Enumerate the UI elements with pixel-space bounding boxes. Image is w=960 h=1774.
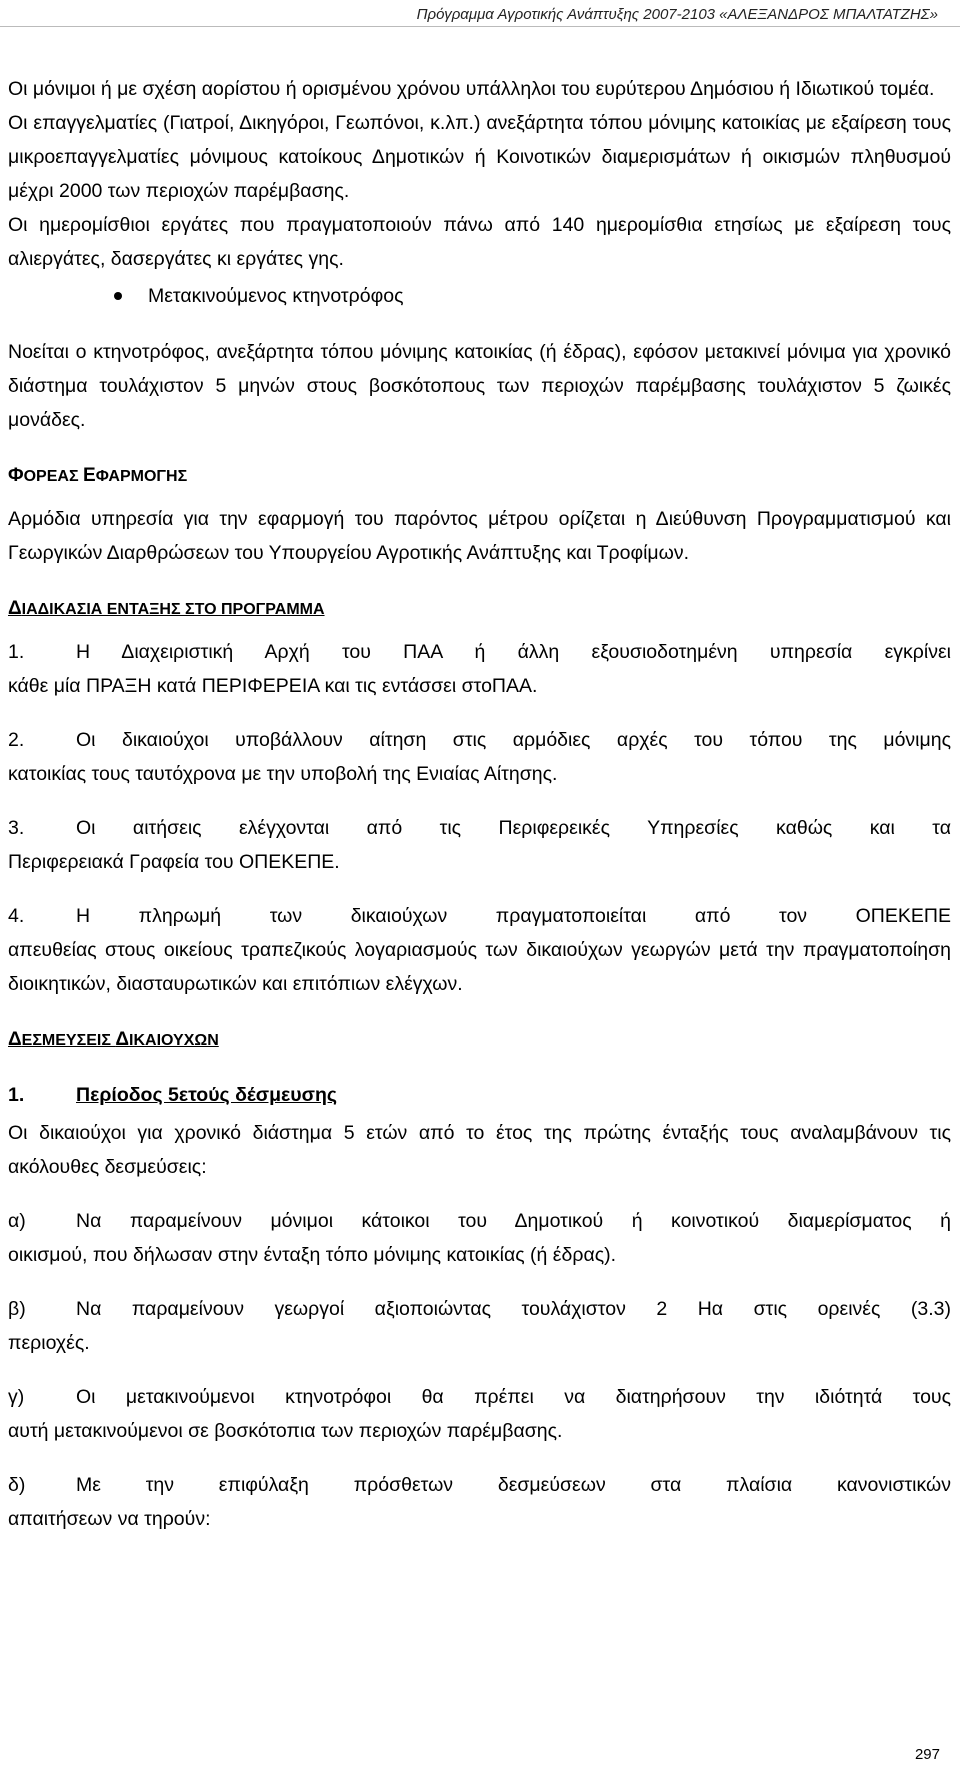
- heading-desmefseis: ΔΕΣΜΕΥΣΕΙΣ ΔΙΚΑΙΟΥΧΩΝ: [8, 1029, 219, 1050]
- paragraph-day-workers: Οι ημερομίσθιοι εργάτες που πραγματοποιούν πάνω από 140 ημερομίσθια ετησίως με εξαίρεση τους αλιεργάτες, δασεργάτες κι εργάτες γης.: [8, 214, 951, 270]
- bullet-dot-icon: [114, 292, 122, 300]
- header-rule: [0, 26, 960, 27]
- document-body: [8, 72, 951, 1536]
- paragraph-employees: Οι μόνιμοι ή με σχέση αορίστου ή ορισμένου χρόνου υπάλληλοι του ευρύτερου Δημόσιου ή Ιδιωτικού τομέα.: [8, 78, 935, 100]
- obligation-item: α) Να παραμείνουν μόνιμοι κάτοικοι του Δημοτικού ή κοινοτικού διαμερίσματος ή οικισμού, που δήλωσαν στην ένταξη τόπο μόνιμης κατοικίας (ή έδρας).: [8, 1210, 951, 1266]
- heading-diadikasia: ΔΙΑΔΙΚΑΣΙΑ ΕΝΤΑΞΗΣ ΣΤΟ ΠΡΟΓΡΑΜΜΑ: [8, 598, 325, 619]
- bullet-item: [8, 279, 951, 313]
- procedure-item: 4. Η πληρωμή των δικαιούχων πραγματοποιείται από τον ΟΠΕΚΕΠΕ απευθείας στους οικείους τραπεζικούς λογαριασμούς των δικαιούχων γεωργών μετά την πραγματοποίηση διοικητικών, διασταυρωτικών και επιτόπιων ελέγχων.: [8, 905, 951, 995]
- bullet-label: Μετακινούμενος κτηνοτρόφος: [148, 285, 404, 307]
- paragraph-professionals: Οι επαγγελματίες (Γιατροί, Δικηγόροι, Γεωπόνοι, κ.λπ.) ανεξάρτητα τόπου μόνιμης κατοικίας με εξαίρεση τους μικροεπαγγελματίες μόνιμους κατοίκους Δημοτικών ή Κοινοτικών διαμερισμάτων ή οικισμών πληθυσμού μέχρι 2000 των περιοχών παρέμβασης.: [8, 112, 951, 202]
- paragraph-foreas: Αρμόδια υπηρεσία για την εφαρμογή του παρόντος μέτρου ορίζεται η Διεύθυνση Προγραμματισμού και Γεωργικών Διαρθρώσεων του Υπουργείου Αγροτικής Ανάπτυξης και Τροφίμων.: [8, 508, 951, 564]
- procedure-item: 2. Οι δικαιούχοι υποβάλλουν αίτηση στις αρμόδιες αρχές του τόπου της μόνιμης κατοικίας τους ταυτόχρονα με την υποβολή της Ενιαίας Αίτησης.: [8, 729, 951, 785]
- page-number: 297: [914, 1746, 940, 1763]
- obligation-item: γ) Οι μετακινούμενοι κτηνοτρόφοι θα πρέπει να διατηρήσουν την ιδιότητά τους αυτή μετακινούμενοι σε βοσκότοπια των περιοχών παρέμβασης.: [8, 1386, 951, 1442]
- procedure-item: 1. Η Διαχειριστική Αρχή του ΠΑΑ ή άλλη εξουσιοδοτημένη υπηρεσία εγκρίνει κάθε μία ΠΡΑΞΗ κατά ΠΕΡΙΦΕΡΕΙΑ και τις εντάσσει στοΠΑΑ.: [8, 641, 951, 697]
- procedure-item: 3. Οι αιτήσεις ελέγχονται από τις Περιφερεικές Υπηρεσίες καθώς και τα Περιφερειακά Γραφεία του ΟΠΕΚΕΠΕ.: [8, 817, 951, 873]
- heading-foreas: ΦΟΡΕΑΣ ΕΦΑΡΜΟΓΗΣ: [8, 465, 188, 486]
- procedure-list: [8, 635, 951, 1001]
- obligations-list: [8, 1204, 951, 1536]
- obligation-item: δ) Με την επιφύλαξη πρόσθετων δεσμεύσεων στα πλαίσια κανονιστικών απαιτήσεων να τηρούν:: [8, 1474, 951, 1530]
- obligation-item: β) Να παραμείνουν γεωργοί αξιοποιώντας τουλάχιστον 2 Ηα στις ορεινές (3.3) περιοχές.: [8, 1298, 951, 1354]
- paragraph-intro: Οι δικαιούχοι για χρονικό διάστημα 5 ετών από το έτος της πρώτης ένταξής τους αναλαμβάνουν τις ακόλουθες δεσμεύσεις:: [8, 1122, 951, 1178]
- running-header: Πρόγραμμα Αγροτικής Ανάπτυξης 2007-2103 «ΑΛΕΞΑΝΔΡΟΣ ΜΠΑΛΤΑΤΖΗΣ»: [416, 6, 938, 23]
- section-title: 1. Περίοδος 5ετούς δέσμευσης: [8, 1084, 337, 1106]
- paragraph-definition: Νοείται ο κτηνοτρόφος, ανεξάρτητα τόπου μόνιμης κατοικίας (ή έδρας), εφόσον μετακινεί μόνιμα για χρονικό διάστημα τουλάχιστον 5 μηνών στους βοσκότοπους των περιοχών παρέμβασης τουλάχιστον 5 ζωικές μονάδες.: [8, 341, 951, 431]
